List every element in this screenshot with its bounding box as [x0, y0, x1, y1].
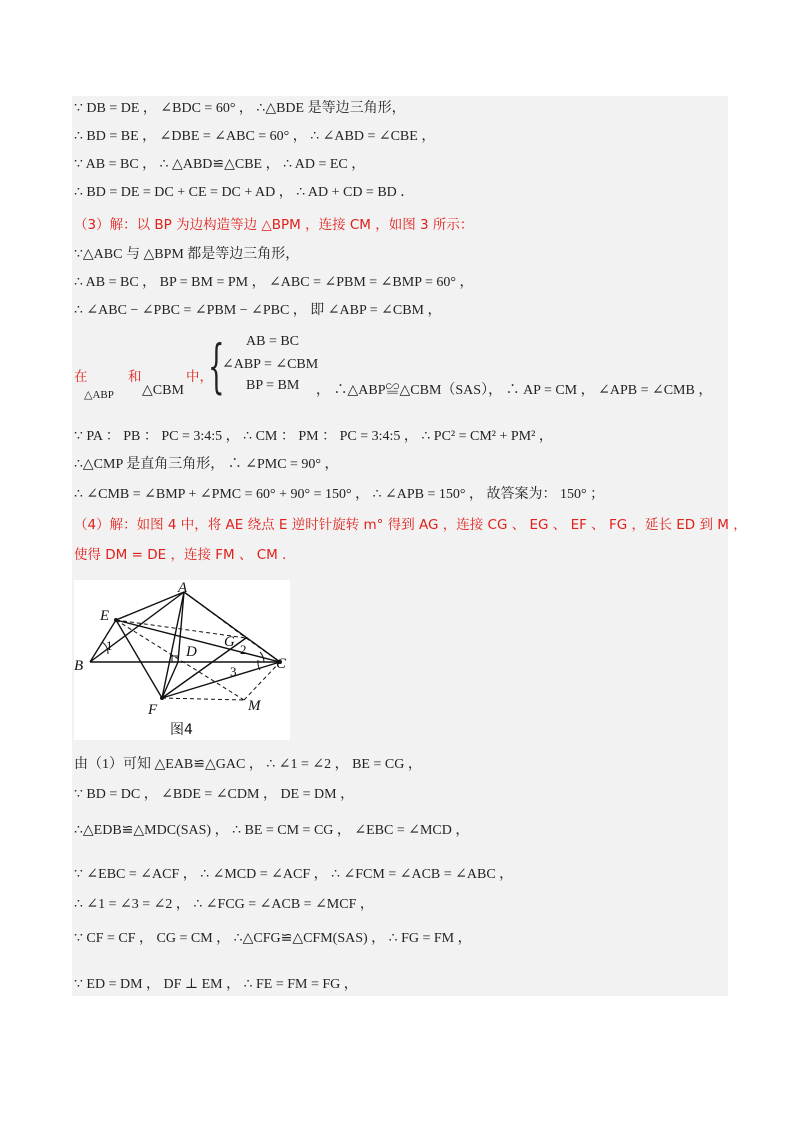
part3-heading: （3）解：以 BP 为边构造等边 △BPM ，连接 CM ，如图 3 所示：: [74, 217, 474, 233]
label-A: A: [178, 580, 188, 596]
line-14: 使得 DM = DE ，连接 FM 、 CM ．: [74, 547, 296, 563]
figure-4: [74, 580, 290, 740]
line-4: ∴ BD = DE = DC + CE = DC + AD ， ∴ AD + CD = BD ．: [74, 185, 415, 200]
label-G: G: [224, 634, 235, 650]
system-zhong: 中，: [186, 369, 213, 385]
line-8: ∴ ∠ABC − ∠PBC = ∠PBM − ∠PBC ， 即 ∠ABP = ∠CBM ，: [74, 303, 442, 318]
line-2: ∴ BD = BE ， ∠DBE = ∠ABC = 60° ， ∴ ∠ABD = ∠CBE ，: [74, 129, 436, 144]
line-6: ∵△ABC 与 △BPM 都是等边三角形，: [74, 247, 300, 262]
seg-EF: [116, 620, 162, 698]
seg-EC: [116, 620, 280, 662]
label-F: F: [148, 702, 158, 718]
line-7: ∴ AB = BC ， BP = BM = PM ， ∠ABC = ∠PBM = ∠BMP = 60° ，: [74, 275, 474, 290]
line-15: 由（1）可知 △EAB≌△GAC ， ∴ ∠1 = ∠2 ， BE = CG ，: [74, 757, 422, 772]
line-11: ∴△CMP 是直角三角形， ∴ ∠PMC = 90° ，: [74, 457, 339, 472]
line-12: ∴ ∠CMB = ∠BMP + ∠PMC = 60° + 90° = 150° ， ∴ ∠APB = 150° ， 故答案为： 150° ；: [74, 487, 605, 502]
label-M: M: [248, 698, 261, 714]
right-angle-mark: [172, 656, 178, 662]
figure-4-svg: [74, 580, 290, 740]
system-brace: {: [208, 332, 225, 400]
system-zai: 在: [74, 369, 88, 385]
point-E: [114, 618, 118, 622]
label-2: 2: [240, 642, 247, 657]
line-16: ∵ BD = DC ， ∠BDE = ∠CDM ， DE = DM ，: [74, 787, 355, 802]
seg-FC: [162, 662, 280, 698]
line-10: ∵ PA ： PB ： PC = 3:4:5 ， ∴ CM ： PM ： PC = 3:4:5 ， ∴ PC² = CM² + PM² ，: [74, 429, 553, 444]
seg-FM: [162, 698, 244, 700]
seg-AD: [178, 592, 184, 662]
point-F: [160, 696, 164, 700]
system-eq1: AB = BC: [246, 334, 300, 349]
seg-BA: [90, 592, 184, 662]
label-D: D: [186, 644, 197, 660]
figure-caption: 图4: [170, 722, 193, 738]
seg-AF: [162, 592, 184, 698]
label-1: 1: [106, 638, 113, 653]
line-20: ∵ CF = CF ， CG = CM ， ∴△CFG≌△CFM(SAS) ， ∴ FG = FM ，: [74, 931, 472, 946]
system-eq2: ∠ABP = ∠CBM: [222, 357, 319, 372]
system-he: 和: [128, 369, 142, 385]
line-18: ∵ ∠EBC = ∠ACF ， ∴ ∠MCD = ∠ACF ， ∴ ∠FCM = ∠ACB = ∠ABC ，: [74, 867, 514, 882]
system-eq3: BP = BM: [246, 378, 300, 393]
label-E: E: [100, 608, 110, 624]
line-19: ∴ ∠1 = ∠3 = ∠2 ， ∴ ∠FCG = ∠ACB = ∠MCF ，: [74, 897, 374, 912]
line-3: ∵ AB = BC ， ∴ △ABD≌△CBE ， ∴ AD = EC ，: [74, 157, 366, 172]
system-tri2: △CBM: [142, 383, 184, 398]
label-C: C: [276, 656, 287, 672]
seg-EA: [116, 592, 184, 620]
system-result: ， ∴△ABP≌△CBM（SAS）， ∴ AP = CM ， ∠APB = ∠CMB ，: [316, 383, 713, 398]
line-1: ∵ DB = DE ， ∠BDC = 60° ， ∴△BDE 是等边三角形，: [74, 101, 406, 116]
line-21: ∵ ED = DM ， DF ⊥ EM ， ∴ FE = FM = FG ，: [74, 977, 358, 992]
label-B: B: [74, 658, 84, 674]
line-17: ∴△EDB≌△MDC(SAS) ， ∴ BE = CM = CG ， ∠EBC = ∠MCD ，: [74, 823, 470, 838]
label-3: 3: [230, 664, 237, 679]
system-tri1: △ABP: [84, 389, 114, 401]
part4-heading: （4）解：如图 4 中，将 AE 绕点 E 逆时针旋转 m° 得到 AG ，连接 CG 、 EG 、 EF 、 FG ，延长 ED 到 M ，: [74, 517, 747, 533]
